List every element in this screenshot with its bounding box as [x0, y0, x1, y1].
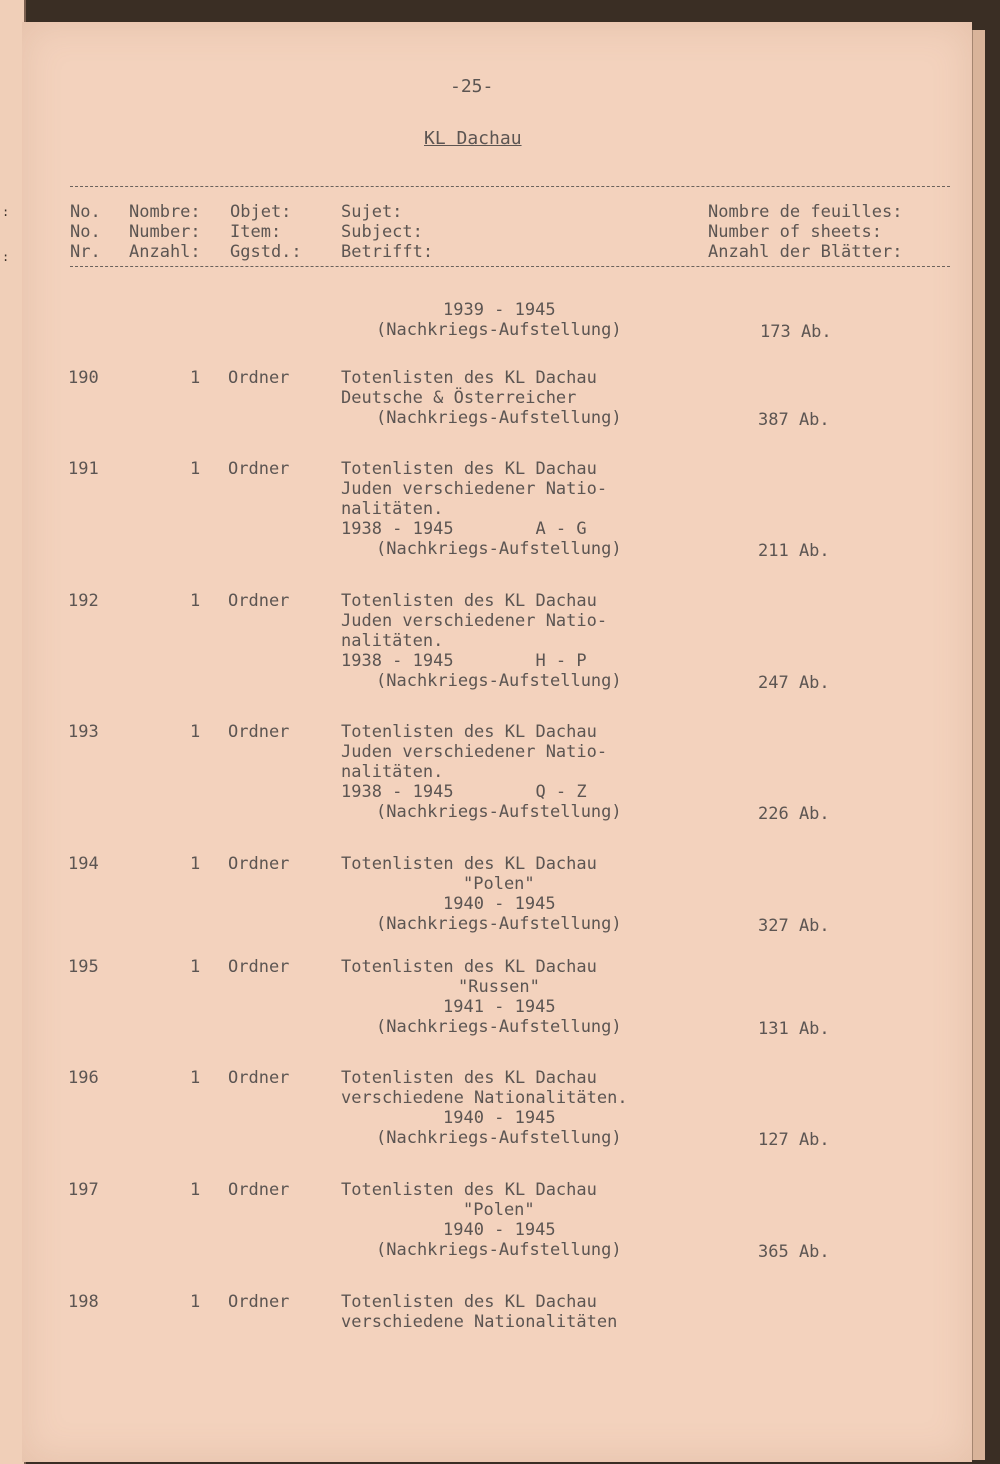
header-objet-de: Ggstd.:	[230, 242, 302, 262]
header-no-en: No.	[70, 222, 101, 242]
next-page-edge	[972, 30, 985, 1460]
entry-197-subject-line: 1940 - 1945	[443, 1220, 556, 1240]
header-top-rule	[70, 186, 950, 187]
entry-190-subject-line: (Nachkriegs-Aufstellung)	[376, 408, 622, 428]
entry-197-count: 1	[190, 1180, 201, 1200]
header-no-de: Nr.	[70, 242, 101, 262]
carryover-sheet-count: 173 Ab.	[760, 322, 832, 342]
header-objet-fr: Objet:	[230, 202, 292, 222]
entry-192-item: Ordner	[228, 591, 290, 611]
entry-195-subject-line: Totenlisten des KL Dachau	[341, 957, 597, 977]
header-sujet-en: Subject:	[341, 222, 423, 242]
entry-197-number: 197	[68, 1180, 99, 1200]
entry-190-subject-line: Totenlisten des KL Dachau	[341, 368, 597, 388]
entry-197-subject-line: "Polen"	[463, 1200, 535, 1220]
header-nombre-en: Number:	[129, 222, 201, 242]
entry-193-subject-line: 1938 - 1945 Q - Z	[341, 782, 587, 802]
entry-193-subject-line: (Nachkriegs-Aufstellung)	[376, 802, 622, 822]
entry-197-item: Ordner	[228, 1180, 290, 1200]
entry-198-subject-line: verschiedene Nationalitäten	[341, 1312, 618, 1332]
entry-192-sheet-count: 247 Ab.	[758, 673, 830, 693]
entry-194-subject-line: (Nachkriegs-Aufstellung)	[376, 914, 622, 934]
entry-198-item: Ordner	[228, 1292, 290, 1312]
entry-190-subject-line: Deutsche & Österreicher	[341, 388, 577, 408]
entry-191-number: 191	[68, 459, 99, 479]
entry-193-subject-line: Juden verschiedener Natio-	[341, 742, 608, 762]
header-no-fr: No.	[70, 202, 101, 222]
entry-191-subject-line: (Nachkriegs-Aufstellung)	[376, 539, 622, 559]
entry-196-number: 196	[68, 1068, 99, 1088]
entry-195-item: Ordner	[228, 957, 290, 977]
header-nombre-fr: Nombre:	[129, 202, 201, 222]
entry-191-subject-line: 1938 - 1945 A - G	[341, 519, 587, 539]
entry-196-subject-line: (Nachkriegs-Aufstellung)	[376, 1128, 622, 1148]
header-objet-en: Item:	[230, 222, 282, 242]
entry-193-subject-line: Totenlisten des KL Dachau	[341, 722, 597, 742]
entry-191-subject-line: Juden verschiedener Natio-	[341, 479, 608, 499]
header-nombre-de: Anzahl:	[129, 242, 201, 262]
header-sujet-fr: Sujet:	[341, 202, 403, 222]
entry-190-number: 190	[68, 368, 99, 388]
entry-194-subject-line: Totenlisten des KL Dachau	[341, 854, 597, 874]
header-feuilles-fr: Nombre de feuilles:	[708, 202, 903, 222]
entry-195-sheet-count: 131 Ab.	[758, 1019, 830, 1039]
page-number: -25-	[450, 76, 494, 97]
entry-194-sheet-count: 327 Ab.	[758, 916, 830, 936]
entry-195-number: 195	[68, 957, 99, 977]
entry-192-count: 1	[190, 591, 201, 611]
entry-196-subject-line: 1940 - 1945	[443, 1108, 556, 1128]
entry-197-sheet-count: 365 Ab.	[758, 1242, 830, 1262]
entry-197-subject-line: (Nachkriegs-Aufstellung)	[376, 1240, 622, 1260]
entry-192-subject-line: 1938 - 1945 H - P	[341, 651, 587, 671]
entry-192-subject-line: Totenlisten des KL Dachau	[341, 591, 597, 611]
entry-198-count: 1	[190, 1292, 201, 1312]
entry-191-count: 1	[190, 459, 201, 479]
header-bottom-rule	[70, 266, 950, 267]
entry-194-number: 194	[68, 854, 99, 874]
entry-191-sheet-count: 211 Ab.	[758, 541, 830, 561]
entry-196-subject-line: verschiedene Nationalitäten.	[341, 1088, 628, 1108]
entry-193-number: 193	[68, 722, 99, 742]
entry-196-item: Ordner	[228, 1068, 290, 1088]
entry-192-subject-line: nalitäten.	[341, 631, 444, 651]
header-sujet-de: Betrifft:	[341, 242, 434, 262]
entry-195-subject-line: 1941 - 1945	[443, 997, 556, 1017]
entry-190-count: 1	[190, 368, 201, 388]
entry-194-subject-line: 1940 - 1945	[443, 894, 556, 914]
entry-195-subject-line: "Russen"	[458, 977, 540, 997]
header-feuilles-de: Anzahl der Blätter:	[708, 242, 903, 262]
entry-196-count: 1	[190, 1068, 201, 1088]
entry-193-subject-line: nalitäten.	[341, 762, 444, 782]
entry-193-count: 1	[190, 722, 201, 742]
entry-191-subject-line: nalitäten.	[341, 499, 444, 519]
entry-193-sheet-count: 226 Ab.	[758, 804, 830, 824]
entry-198-subject-line: Totenlisten des KL Dachau	[341, 1292, 597, 1312]
entry-194-subject-line: "Polen"	[463, 874, 535, 894]
entry-196-sheet-count: 127 Ab.	[758, 1130, 830, 1150]
entry-190-item: Ordner	[228, 368, 290, 388]
entry-190-sheet-count: 387 Ab.	[758, 410, 830, 430]
entry-194-item: Ordner	[228, 854, 290, 874]
entry-191-subject-line: Totenlisten des KL Dachau	[341, 459, 597, 479]
entry-198-number: 198	[68, 1292, 99, 1312]
entry-194-count: 1	[190, 854, 201, 874]
entry-192-subject-line: (Nachkriegs-Aufstellung)	[376, 671, 622, 691]
header-feuilles-en: Number of sheets:	[708, 222, 882, 242]
entry-197-subject-line: Totenlisten des KL Dachau	[341, 1180, 597, 1200]
entry-196-subject-line: Totenlisten des KL Dachau	[341, 1068, 597, 1088]
entry-192-number: 192	[68, 591, 99, 611]
previous-page-edge: : :	[0, 0, 26, 1464]
page-title: KL Dachau	[424, 128, 522, 149]
entry-191-item: Ordner	[228, 459, 290, 479]
carryover-subject-line: 1939 - 1945	[443, 300, 556, 320]
entry-195-subject-line: (Nachkriegs-Aufstellung)	[376, 1017, 622, 1037]
entry-195-count: 1	[190, 957, 201, 977]
entry-193-item: Ordner	[228, 722, 290, 742]
carryover-subject-line: (Nachkriegs-Aufstellung)	[376, 320, 622, 340]
entry-192-subject-line: Juden verschiedener Natio-	[341, 611, 608, 631]
